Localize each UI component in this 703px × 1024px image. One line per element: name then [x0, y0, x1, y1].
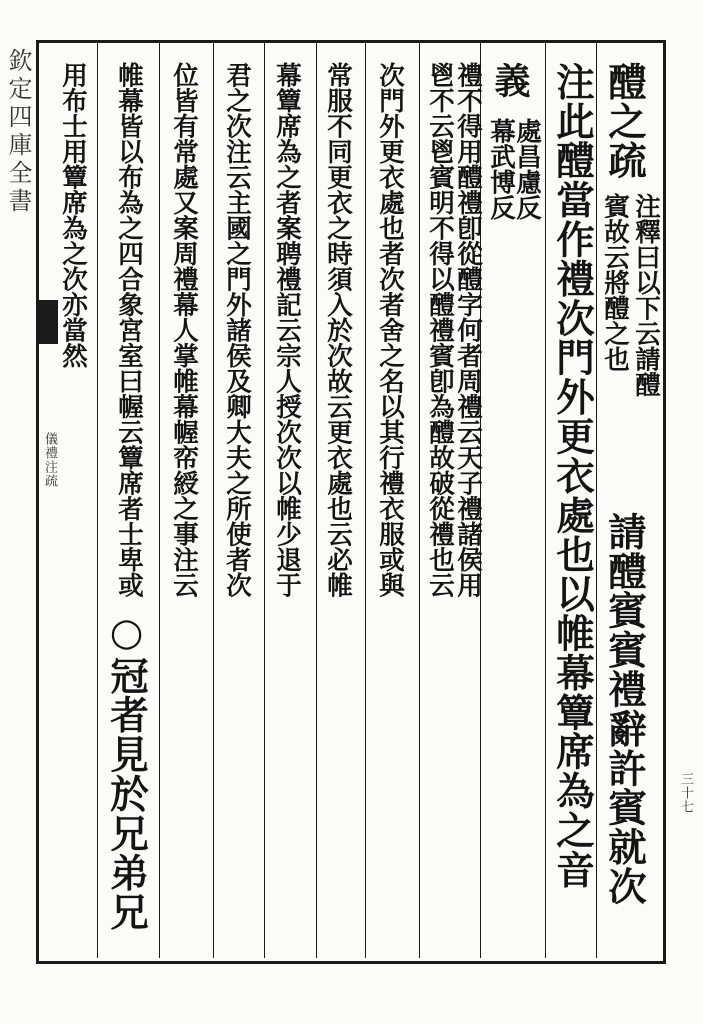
- text-column-8: 君之次注云主國之門外諸侯及卿大夫之所使者次: [222, 62, 252, 598]
- column-rule: [316, 40, 317, 958]
- text-column-5: 次門外更衣處也者次者舍之名以其行禮衣服或與: [375, 62, 405, 598]
- text-column-1-lower: 請醴賓賓禮辭許賓就次: [602, 512, 647, 906]
- text-column-3-note-b: 幕武博反: [486, 118, 516, 220]
- margin-book-title: 儀禮注疏: [42, 432, 57, 488]
- text-column-1-note-a: 注釋曰以下云請醴: [631, 193, 661, 397]
- text-column-9: 位皆有常處又案周禮幕人掌帷幕幄帟綬之事注云: [169, 62, 199, 598]
- column-rule: [213, 40, 214, 958]
- margin-title: 欽定四庫全書: [4, 48, 32, 216]
- text-column-11: 用布士用簟席為之次亦當然: [58, 62, 88, 368]
- text-column-4-note-a: 禮不得用醴禮卽從醴字何者周禮云天子禮諸侯用: [453, 62, 483, 598]
- text-column-3-head: 義: [489, 62, 531, 99]
- fishtail-mark: [36, 300, 58, 344]
- column-rule: [365, 40, 366, 958]
- text-column-1: 醴之疏: [602, 62, 647, 181]
- text-column-10: 帷幕皆以布為之四合象宮室曰幄云簟席者士卑或: [114, 62, 144, 598]
- text-column-6: 常服不同更衣之時須入於次故云更衣處也云必帷: [323, 62, 353, 598]
- margin-page-number: 三十七: [678, 772, 693, 814]
- text-column-3-note-a: 處昌慮反: [512, 118, 542, 220]
- text-column-4-note-b: 鬯不云鬯賓明不得以醴禮賓卽為醴故破從禮也云: [425, 62, 455, 598]
- text-column-10-lower: ○冠者見於兄弟兄: [104, 610, 149, 932]
- column-rule: [596, 40, 597, 958]
- column-rule: [159, 40, 160, 958]
- column-rule: [545, 40, 546, 958]
- text-column-1-note-b: 賓故云將醴之也: [600, 193, 630, 372]
- column-rule: [419, 40, 420, 958]
- column-rule: [97, 40, 98, 958]
- column-rule: [264, 40, 265, 958]
- text-column-7: 幕簟席為之者案聘禮記云宗人授次次以帷少退于: [272, 62, 302, 598]
- text-column-2: 注此醴當作禮次門外更衣處也以帷幕簟席為之音: [550, 62, 595, 890]
